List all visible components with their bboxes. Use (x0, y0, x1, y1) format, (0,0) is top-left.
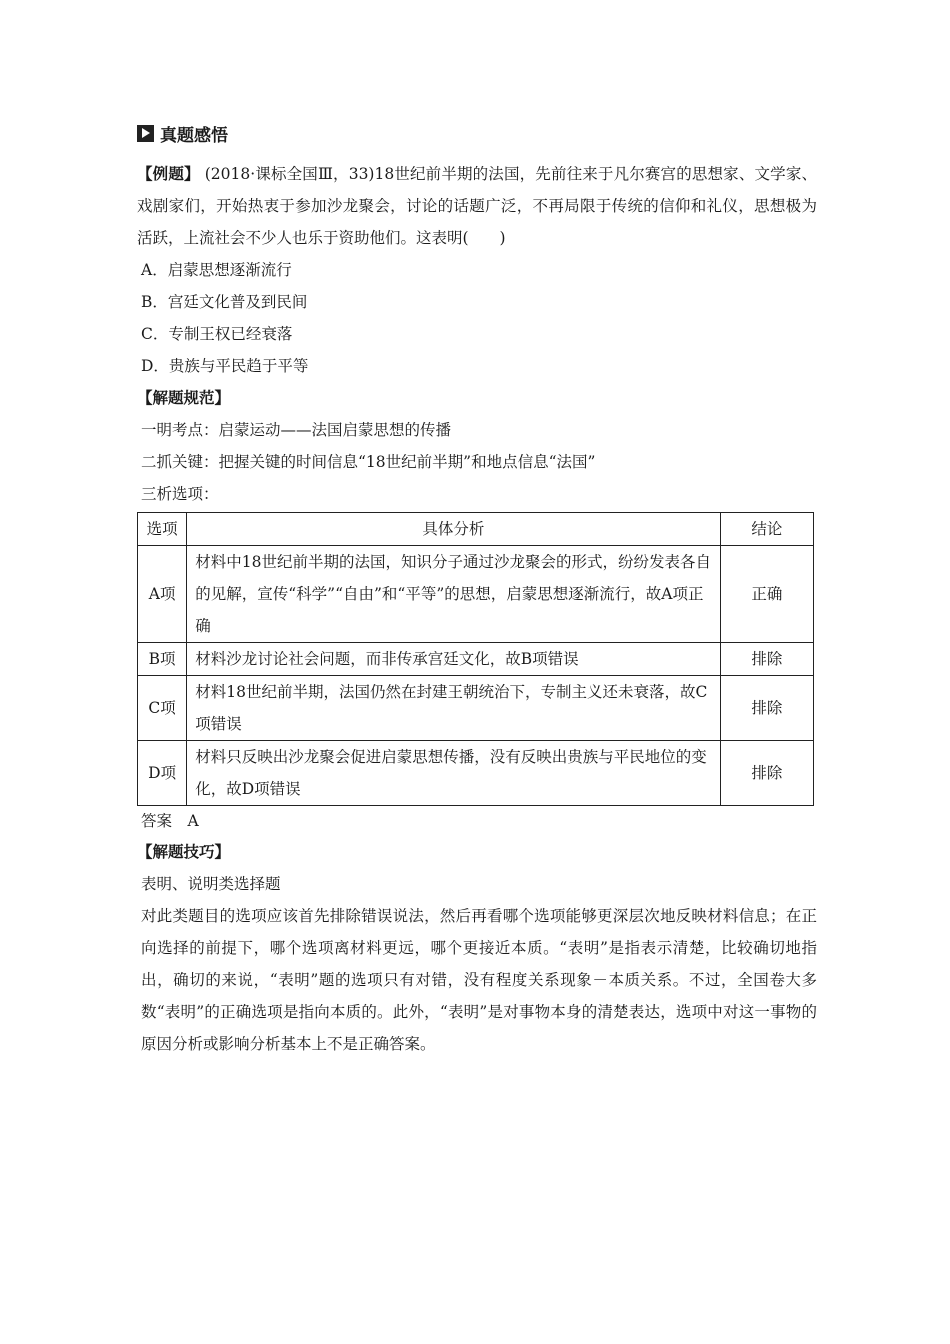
row-option: A项 (138, 546, 187, 643)
row-result: 排除 (720, 643, 813, 676)
solution-step-2: 二抓关键：把握关键的时间信息“18世纪前半期”和地点信息“法国” (141, 453, 596, 471)
answer-line: 答案 A (141, 812, 199, 830)
row-result: 排除 (720, 676, 813, 741)
table-row (138, 643, 814, 676)
solution-label: 【解题规范】 (137, 389, 231, 407)
row-analysis: 材料只反映出沙龙聚会促进启蒙思想传播，没有反映出贵族与平民地位的变化，故D项错误 (187, 741, 720, 806)
section-heading (137, 118, 817, 148)
row-option: C项 (138, 676, 187, 741)
table-row (138, 676, 814, 741)
option-d: D．贵族与平民趋于平等 (141, 357, 309, 375)
table-header-result: 结论 (720, 513, 813, 546)
section-title: 真题感悟 (160, 125, 228, 146)
tips-text: 对此类题目的选项应该首先排除错误说法，然后再看哪个选项能够更深层次地反映材料信息；在正向选择的前提下，哪个选项离材料更远，哪个更接近本质。“表明”是指表示清楚，比较确切地指出，确切的来说，“表明”题的选项只有对错，没有程度关系现象－本质关系。不过，全国卷大多数“表明”的正确选项是指向本质的。此外，“表明”是对事物本身的清楚表达，选项中对这一事物的原因分析或影响分析基本上不是正确答案。 (141, 907, 817, 1053)
solution-step-1: 一明考点：启蒙运动——法国启蒙思想的传播 (141, 421, 452, 439)
solution-step-3: 三析选项： (141, 485, 219, 503)
row-analysis: 材料中18世纪前半期的法国，知识分子通过沙龙聚会的形式，纷纷发表各自的见解，宣传“科学”“自由”和“平等”的思想，启蒙思想逐渐流行，故A项正确 (187, 546, 720, 643)
table-row (138, 546, 814, 643)
option-b: B．宫廷文化普及到民间 (141, 293, 308, 311)
analysis-table (137, 512, 814, 806)
tips-subtitle: 表明、说明类选择题 (141, 875, 281, 893)
table-header-row (138, 513, 814, 546)
row-option: D项 (138, 741, 187, 806)
tips-label: 【解题技巧】 (137, 843, 231, 861)
row-option: B项 (138, 643, 187, 676)
table-header-analysis: 具体分析 (187, 513, 720, 546)
row-result: 正确 (720, 546, 813, 643)
table-header-option: 选项 (138, 513, 187, 546)
row-result: 排除 (720, 741, 813, 806)
example-question (137, 158, 817, 254)
example-label: 【例题】 (137, 165, 200, 183)
play-triangle-icon (137, 125, 154, 142)
row-analysis: 材料18世纪前半期，法国仍然在封建王朝统治下，专制主义还未衰落，故C项错误 (187, 676, 720, 741)
table-row (138, 741, 814, 806)
option-c: C．专制王权已经衰落 (141, 325, 293, 343)
document-page (137, 118, 817, 1060)
option-a: A．启蒙思想逐渐流行 (141, 261, 292, 279)
example-text: (2018·课标全国Ⅲ，33)18世纪前半期的法国，先前往来于凡尔赛宫的思想家、文学家、戏剧家们，开始热衷于参加沙龙聚会，讨论的话题广泛，不再局限于传统的信仰和礼仪，思想极为活跃，上流社会不少人也乐于资助他们。这表明( ) (137, 165, 817, 247)
row-analysis: 材料沙龙讨论社会问题，而非传承宫廷文化，故B项错误 (187, 643, 720, 676)
